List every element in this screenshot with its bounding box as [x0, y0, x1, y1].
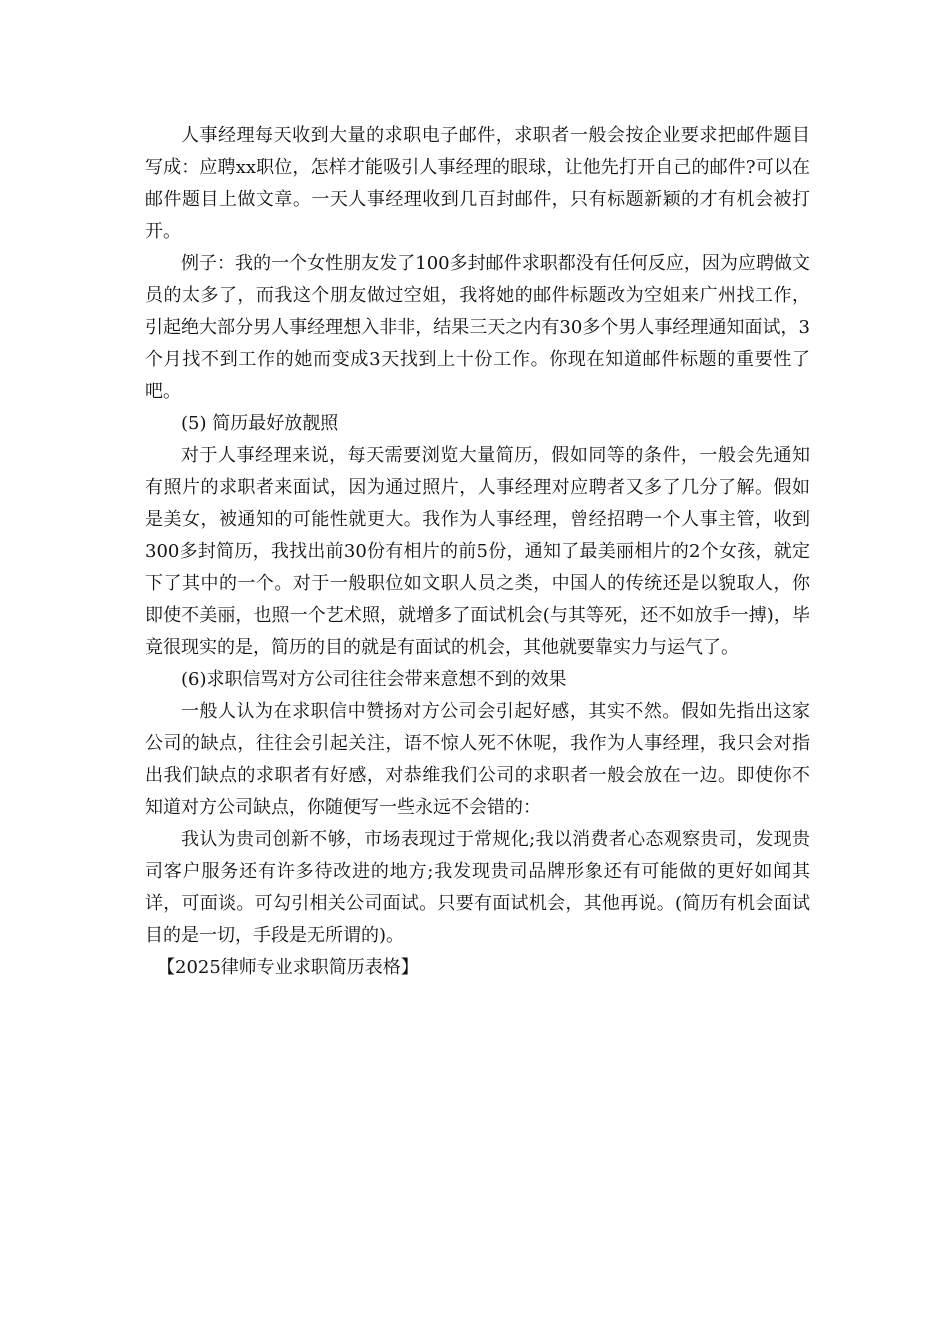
document-body	[145, 120, 810, 984]
paragraph-email-subject: 人事经理每天收到大量的求职电子邮件，求职者一般会按企业要求把邮件题目写成：应聘xx职位，怎样才能吸引人事经理的眼球，让他先打开自己的邮件?可以在邮件题目上做文章。一天人事经理收到几百封邮件，只有标题新颖的才有机会被打开。	[145, 125, 810, 242]
paragraph-sample-text: 我认为贵司创新不够，市场表现过于常规化;我以消费者心态观察贵司，发现贵司客户服务还有许多待改进的地方;我发现贵司品牌形象还有可能做的更好如闻其详，可面谈。可勾引相关公司面试。只要有面试机会，其他再说。(简历有机会面试目的是一切，手段是无所谓的)。	[145, 829, 810, 946]
section-heading-photo: (5) 简历最好放靓照	[181, 413, 339, 434]
paragraph-example: 例子：我的一个女性朋友发了100多封邮件求职都没有任何反应，因为应聘做文员的太多了，而我这个朋友做过空姐，我将她的邮件标题改为空姐来广州找工作，引起绝大部分男人事经理想入非非，结果三天之内有30多个男人事经理通知面试，3个月找不到工作的她而变成3天找到上十份工作。你现在知道邮件标题的重要性了吧。	[145, 253, 810, 402]
paragraph-photo: 对于人事经理来说，每天需要浏览大量简历，假如同等的条件，一般会先通知有照片的求职者来面试，因为通过照片，人事经理对应聘者又多了几分了解。假如是美女，被通知的可能性就更大。我作为人事经理，曾经招聘一个人事主管，收到300多封简历，我找出前30份有相片的前5份，通知了最美丽相片的2个女孩，就定下了其中的一个。对于一般职位如文职人员之类，中国人的传统还是以貌取人，你即使不美丽，也照一个艺术照，就增多了面试机会(与其等死，还不如放手一搏)，毕竟很现实的是，简历的目的就是有面试的机会，其他就要靠实力与运气了。	[145, 445, 810, 658]
footer-title: 【2025律师专业求职简历表格】	[157, 957, 419, 978]
paragraph-criticize: 一般人认为在求职信中赞扬对方公司会引起好感，其实不然。假如先指出这家公司的缺点，往往会引起关注，语不惊人死不休呢，我作为人事经理，我只会对指出我们缺点的求职者有好感，对恭维我们公司的求职者一般会放在一边。即使你不知道对方公司缺点，你随便写一些永远不会错的：	[145, 701, 810, 818]
section-heading-criticize: (6)求职信骂对方公司往往会带来意想不到的效果	[181, 669, 567, 690]
